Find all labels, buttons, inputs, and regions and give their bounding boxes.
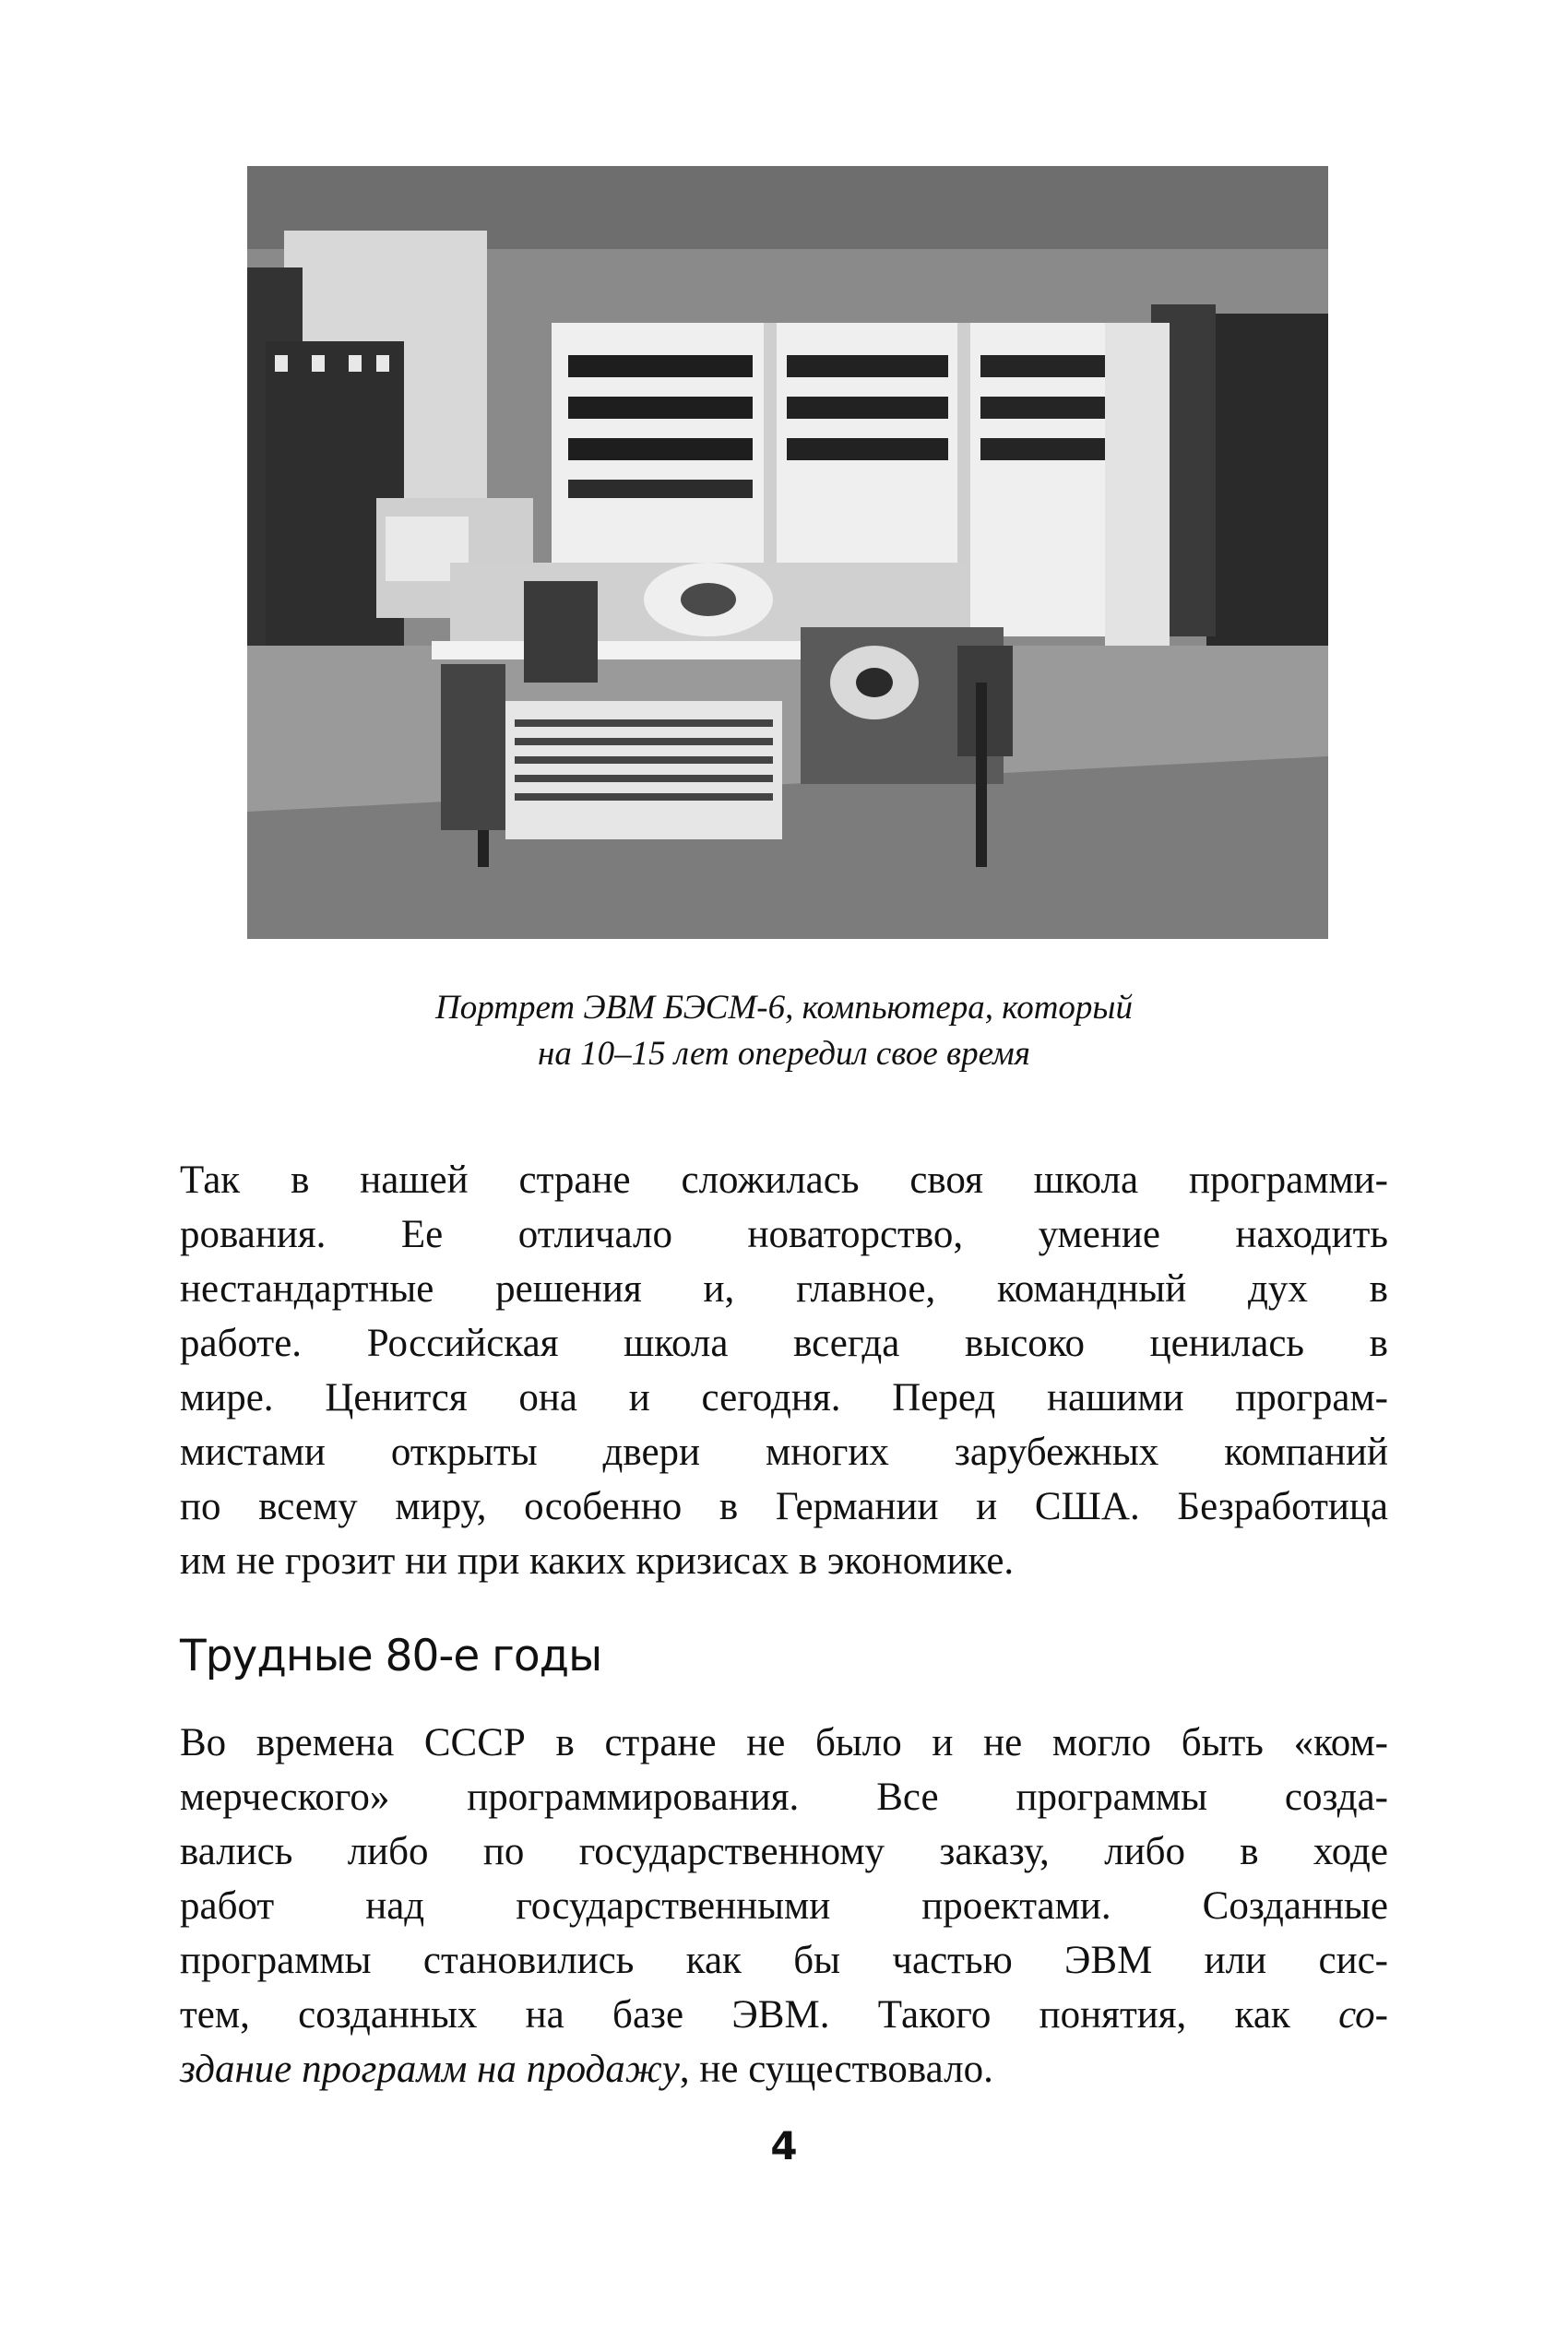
page-number: 4 (770, 2123, 798, 2168)
text-line-mixed (180, 2042, 1388, 2097)
paragraph-1 (180, 1153, 1388, 1588)
figure-caption (184, 985, 1384, 1077)
text-line: работе. Российская школа всегда высоко ценилась в (180, 1322, 1388, 1365)
paragraph-2 (180, 1716, 1388, 2097)
text-line: нестандартные решения и, главное, командный дух в (180, 1267, 1388, 1311)
text-segment: тем, созданных на базе ЭВМ. Такого понятия, как (180, 1993, 1339, 2037)
text-line: работ над государственными проектами. Созданные (180, 1884, 1388, 1928)
text-line: мире. Ценится она и сегодня. Перед нашими програм- (180, 1376, 1388, 1420)
text-line-mixed (180, 1988, 1388, 2042)
text-line: Так в нашей стране сложилась своя школа программи- (180, 1158, 1388, 1202)
italic-term: здание программ на продажу (180, 2048, 680, 2091)
text-line: программы становились как бы частью ЭВМ или сис- (180, 1939, 1388, 1982)
besm6-photo (247, 166, 1328, 939)
text-segment: , не существовало. (679, 2048, 993, 2091)
text-line: по всему миру, особенно в Германии и США. Безработица (180, 1485, 1388, 1528)
section-heading: Трудные 80-е годы (180, 1631, 602, 1681)
text-line: Во времена СССР в стране не было и не могло быть «ком- (180, 1721, 1388, 1764)
text-line: вались либо по государственному заказу, либо в ходе (180, 1830, 1388, 1873)
text-line: мерческого» программирования. Все программы созда- (180, 1776, 1388, 1819)
caption-line: Портрет ЭВМ БЭСМ-6, компьютера, который (435, 989, 1133, 1027)
italic-term: со- (1338, 1993, 1388, 2037)
text-line: им не грозит ни при каких кризисах в экономике. (180, 1539, 1015, 1583)
caption-line: на 10–15 лет опередил свое время (538, 1035, 1030, 1073)
text-line: рования. Ее отличало новаторство, умение находить (180, 1213, 1388, 1256)
text-line: мистами открыты двери многих зарубежных компаний (180, 1431, 1388, 1474)
